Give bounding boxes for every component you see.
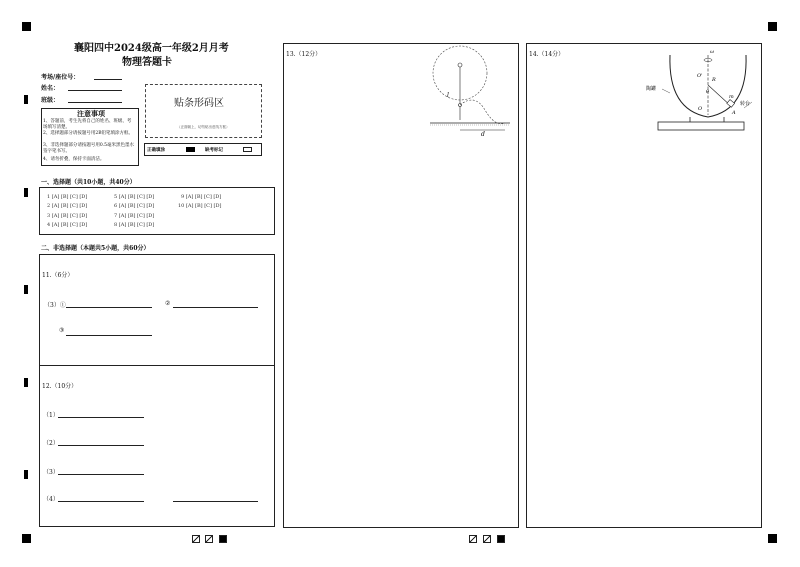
q11-answer-1[interactable]	[66, 307, 152, 308]
corner-mark-bl	[22, 534, 31, 543]
q12-answer-4a[interactable]	[58, 501, 144, 502]
correct-fill-label: 正确填涂	[147, 148, 165, 153]
barcode-title: 贴条形码区	[174, 98, 224, 109]
choice-row[interactable]: 4 [A] [B] [C] [D]	[47, 222, 88, 228]
q14-figure	[640, 45, 760, 140]
page-mark-slash	[483, 535, 491, 543]
choice-row[interactable]: 1 [A] [B] [C] [D]	[47, 194, 88, 200]
q14-omega-label: ω	[710, 49, 715, 55]
correct-fill-mark	[186, 147, 195, 152]
q13-figure	[425, 45, 515, 140]
choice-row[interactable]: 7 [A] [B] [C] [D]	[114, 213, 155, 219]
q11-part3c-label: ③	[59, 327, 65, 334]
exam-title: 襄阳四中2024级高一年级2月月考	[74, 43, 229, 54]
corner-mark-tr	[768, 22, 777, 31]
class-label: 班级：	[41, 97, 60, 104]
exam-room-field[interactable]	[94, 79, 122, 80]
notice-title: 注意事项	[77, 109, 105, 118]
exam-subtitle: 物理答题卡	[122, 57, 172, 68]
barcode-note: （正面朝上，切勿贴出虚线方框）	[177, 125, 230, 129]
page-mark-slash	[192, 535, 200, 543]
q11-answer-3[interactable]	[66, 335, 152, 336]
notice-item: 1、答题前，考生先将自己的姓名、班级、考场填写清楚。	[43, 119, 132, 130]
choice-row[interactable]: 3 [A] [B] [C] [D]	[47, 213, 88, 219]
notice-item: 3、非选择题部分请按题号用0.5毫米黑色墨水签字笔书写。	[43, 143, 135, 154]
q11-label: 11.（6分）	[42, 272, 74, 279]
timing-mark	[24, 188, 28, 197]
q11-answer-2[interactable]	[173, 307, 258, 308]
corner-mark-br	[768, 534, 777, 543]
q14-r-label: R	[712, 77, 716, 83]
absent-mark-box[interactable]	[243, 147, 252, 152]
name-field[interactable]	[68, 90, 122, 91]
q12-label: 12.（10分）	[42, 383, 78, 390]
section2-title: 二、非选择题（本题共5小题，共60分）	[41, 245, 150, 252]
timing-mark	[24, 470, 28, 479]
notice-item: 2、选择题部分请按题号用2B铅笔填涂方框。	[43, 131, 134, 136]
choice-row[interactable]: 10 [A] [B] [C] [D]	[178, 203, 222, 209]
q14-label: 14.（14分）	[529, 51, 565, 58]
notice-item: 4、请勿折叠，保持卡面清洁。	[43, 157, 105, 162]
q11-part3-label: （3）①	[44, 302, 66, 309]
q12-answer-1[interactable]	[58, 417, 144, 418]
exam-room-label: 考场/座位号：	[41, 74, 80, 81]
q14-m-label: m	[729, 94, 734, 100]
choice-row[interactable]: 6 [A] [B] [C] [D]	[114, 203, 155, 209]
timing-mark	[24, 378, 28, 387]
q12-p4-label: （4）	[43, 496, 59, 503]
choice-row[interactable]: 2 [A] [B] [C] [D]	[47, 203, 88, 209]
page-mark-slash	[469, 535, 477, 543]
q14-theta-label: θ	[706, 89, 710, 95]
q12-p1-label: （1）	[43, 412, 59, 419]
q14-o-label: O	[698, 106, 703, 112]
page-mark-filled	[497, 535, 505, 543]
choice-row[interactable]: 5 [A] [B] [C] [D]	[114, 194, 155, 200]
name-label: 姓名：	[41, 85, 60, 92]
q14-table-label: 转台	[740, 101, 751, 107]
q11-part3b-label: ②	[165, 300, 171, 307]
choice-row[interactable]: 9 [A] [B] [C] [D]	[181, 194, 222, 200]
timing-mark	[24, 285, 28, 294]
section1-title: 一、选择题（共10小题，共40分）	[41, 179, 136, 186]
q14-bowl-label: 陶罐	[646, 86, 657, 92]
corner-mark-tl	[22, 22, 31, 31]
q13-d-label: d	[481, 131, 485, 138]
q14-o-top-label: O'	[697, 73, 703, 79]
q12-answer-4b[interactable]	[173, 501, 258, 502]
q12-answer-3[interactable]	[58, 474, 144, 475]
page-mark-slash	[205, 535, 213, 543]
q11-box	[39, 254, 275, 366]
q12-p2-label: （2）	[43, 440, 59, 447]
q13-label: 13.（12分）	[286, 51, 322, 58]
q14-a-label: A	[732, 110, 736, 116]
q13-l-label: l	[447, 92, 449, 99]
q12-answer-2[interactable]	[58, 445, 144, 446]
timing-mark	[24, 95, 28, 104]
choice-row[interactable]: 8 [A] [B] [C] [D]	[114, 222, 155, 228]
class-field[interactable]	[68, 102, 122, 103]
q12-p3-label: （3）	[43, 469, 59, 476]
page-mark-filled	[219, 535, 227, 543]
absent-mark-label: 缺考标记	[205, 148, 223, 153]
